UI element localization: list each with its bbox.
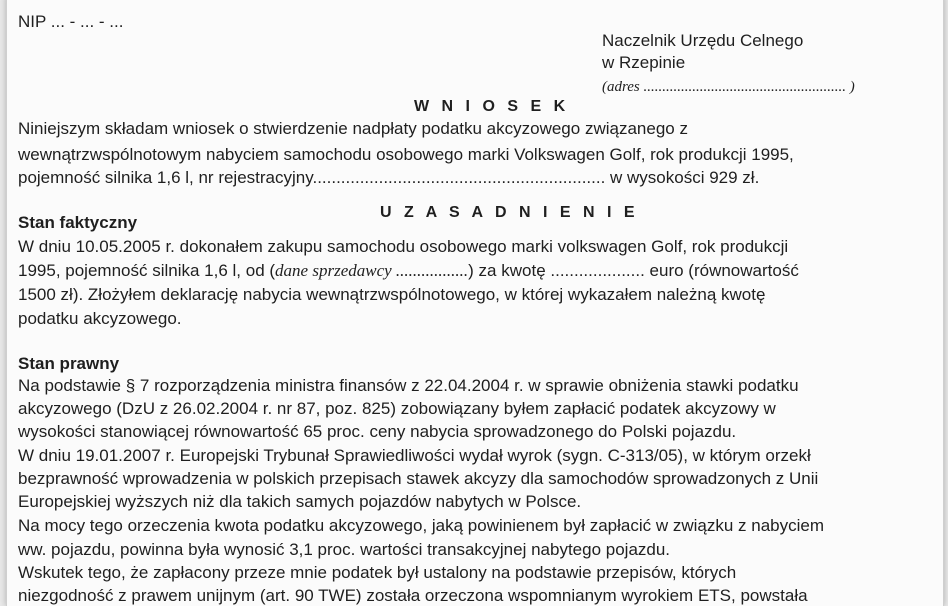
- stan-prawny-line-8: ww. pojazdu, powinna była wynosić 3,1 proc. wartości transakcyjnej nabytego pojazdu.: [18, 540, 671, 559]
- seller-data-placeholder: dane sprzedawcy .................: [275, 261, 469, 280]
- document-page: [6, 0, 944, 606]
- stan-prawny-line-10: niezgodność z prawem unijnym (art. 90 TWE) została orzeczona wspomnianym wyrokiem ETS, powstała: [18, 586, 808, 605]
- uzasadnienie-title: U Z A S A D N I E N I E: [380, 204, 639, 221]
- stan-faktyczny-line-1: W dniu 10.05.2005 r. dokonałem zakupu samochodu osobowego marki volkswagen Golf, rok produkcji: [18, 237, 789, 256]
- wniosek-line-2: wewnątrzwspólnotowym nabyciem samochodu osobowego marki Volkswagen Golf, rok produkcji 1995,: [18, 145, 794, 164]
- stan-prawny-line-4: W dniu 19.01.2007 r. Europejski Trybunał Sprawiedliwości wydał wyrok (sygn. C-313/05), w którym orzekł: [18, 446, 811, 465]
- wniosek-title: W N I O S E K: [414, 98, 570, 115]
- stan-prawny-heading: Stan prawny: [18, 354, 120, 373]
- stan-prawny-line-3: wysokości stanowiącej równowartość 65 proc. ceny nabycia sprowadzonego do Polski pojazdu.: [18, 422, 737, 441]
- wniosek-line-1: Niniejszym składam wniosek o stwierdzenie nadpłaty podatku akcyzowego związanego z: [18, 119, 688, 138]
- addressee-line-2: w Rzepinie: [602, 53, 686, 72]
- stan-prawny-line-6: Europejskiej wyższych niż dla takich samych pojazdów nabytych w Polsce.: [18, 492, 582, 511]
- stan-faktyczny-heading: Stan faktyczny: [18, 213, 138, 232]
- nip-line: NIP ... - ... - ...: [18, 12, 124, 31]
- stan-prawny-line-2: akcyzowego (DzU z 26.02.2004 r. nr 87, poz. 825) zobowiązany byłem zapłacić podatek akcyzowy w: [18, 399, 776, 418]
- stan-prawny-line-9: Wskutek tego, że zapłacony przeze mnie podatek był ustalony na podstawie przepisów, których: [18, 563, 737, 582]
- stan-faktyczny-line-2: [18, 261, 799, 281]
- stan-faktyczny-line-2-start: 1995, pojemność silnika 1,6 l, od (: [18, 261, 276, 280]
- addressee-address: (adres ...................................................... ): [602, 79, 855, 95]
- stan-prawny-line-1: Na podstawie § 7 rozporządzenia ministra finansów z 22.04.2004 r. w sprawie obniżenia stawki podatku: [18, 376, 799, 395]
- stan-faktyczny-line-2-end: ) za kwotę .................... euro (równowartość: [468, 261, 799, 280]
- stan-prawny-line-5: bezprawność wprowadzenia w polskich przepisach stawek akcyzy dla samochodów sprowadzonych z Unii: [18, 469, 819, 488]
- stan-prawny-line-7: Na mocy tego orzeczenia kwota podatku akcyzowego, jaką powinienem był zapłacić w związku z nabyciem: [18, 516, 824, 535]
- addressee-line-1: Naczelnik Urzędu Celnego: [602, 31, 804, 50]
- stan-faktyczny-line-4: podatku akcyzowego.: [18, 309, 182, 328]
- wniosek-line-3: pojemność silnika 1,6 l, nr rejestracyjny.............................................................. w wysokości 929 zł.: [18, 168, 760, 187]
- stan-faktyczny-line-3: 1500 zł). Złożyłem deklarację nabycia wewnątrzwspólnotowego, w której wykazałem należną kwotę: [18, 285, 766, 304]
